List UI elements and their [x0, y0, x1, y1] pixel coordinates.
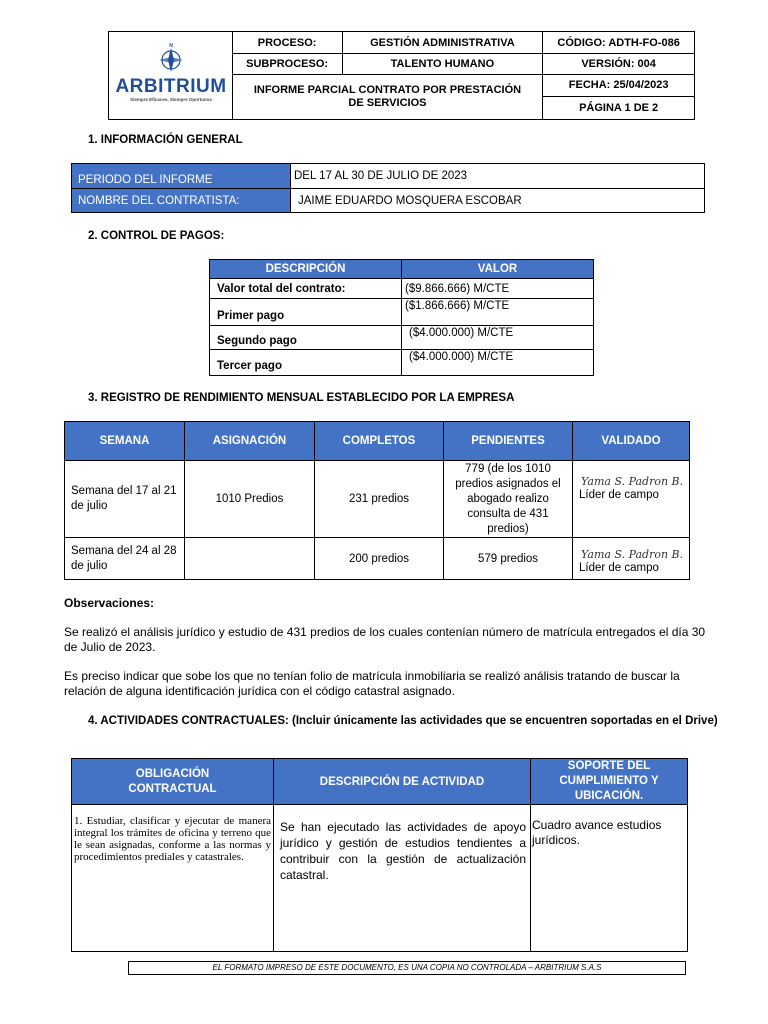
descripcion-cell: Se han ejecutado las actividades de apoyo jurídico y gestión de estudios tendientes a contribuir con la gestión de actualización catastral.	[274, 805, 531, 952]
activities-table	[71, 758, 688, 952]
section-4-title: 4. ACTIVIDADES CONTRACTUALES: (Incluir únicamente las actividades que se encuentren soportadas en el Drive)	[88, 715, 718, 727]
semana-cell: Semana del 24 al 28 de julio	[65, 538, 185, 580]
payment-desc: Segundo pago	[210, 326, 402, 350]
signature-image: Yama S. Padron B.	[581, 548, 684, 561]
payment-valor: ($4.000.000) M/CTE	[402, 326, 594, 350]
observaciones-p2: Es preciso indicar que sobe los que no tenían folio de matrícula inmobiliaria se realizó análisis tratando de buscar la relación de alguna identificación jurídica con el código catastral asignado.	[64, 669, 680, 698]
compass-rose-icon	[151, 42, 191, 76]
act-col-descripcion: DESCRIPCIÓN DE ACTIVIDAD	[274, 759, 531, 805]
fecha: FECHA: 25/04/2023	[543, 75, 694, 97]
section-1-title: 1. INFORMACIÓN GENERAL	[88, 134, 243, 146]
periodo-label: PERIODO DEL INFORME	[72, 164, 291, 189]
perf-col-pendientes: PENDIENTES	[444, 422, 573, 461]
footer-disclaimer: EL FORMATO IMPRESO DE ESTE DOCUMENTO, ES UNA COPIA NO CONTROLADA – ARBITRIUM S.A.S	[128, 961, 686, 975]
logo-text: ARBITRIUM	[115, 76, 227, 97]
subproceso-value: TALENTO HUMANO	[342, 54, 543, 75]
act-col-obligacion: OBLIGACIÓN CONTRACTUAL	[72, 759, 274, 805]
proceso-value: GESTIÓN ADMINISTRATIVA	[342, 32, 543, 54]
contratista-label: NOMBRE DEL CONTRATISTA:	[72, 189, 291, 213]
proceso-label: PROCESO:	[232, 32, 342, 54]
payments-col-desc: DESCRIPCIÓN	[210, 260, 402, 279]
perf-col-completos: COMPLETOS	[315, 422, 444, 461]
perf-col-semana: SEMANA	[65, 422, 185, 461]
perf-col-asignacion: ASIGNACIÓN	[185, 422, 315, 461]
performance-table	[64, 421, 690, 580]
codigo: CÓDIGO: ADTH-FO-086	[543, 32, 695, 54]
pendientes-cell: 579 predios	[444, 538, 573, 580]
section-3-title: 3. REGISTRO DE RENDIMIENTO MENSUAL ESTABLECIDO POR LA EMPRESA	[88, 392, 515, 404]
validado-cell	[573, 538, 690, 580]
compass-letter: N	[169, 43, 173, 49]
payment-valor: ($1.866.666) M/CTE	[402, 299, 594, 326]
payment-desc: Primer pago	[210, 299, 402, 326]
signature-image: Yama S. Padron B.	[581, 475, 684, 488]
version: VERSIÓN: 004	[543, 54, 695, 75]
periodo-value: DEL 17 AL 30 DE JULIO DE 2023	[291, 164, 705, 189]
validado-text: Líder de campo	[579, 562, 659, 574]
validado-text: Líder de campo	[579, 489, 659, 501]
payment-desc: Valor total del contrato:	[210, 279, 402, 299]
table-row	[65, 538, 690, 580]
observaciones-p1: Se realizó el análisis jurídico y estudio de 431 predios de los cuales contenían número de matrícula entregados el día 30 de Julio de 2023.	[64, 625, 706, 654]
general-info-table	[71, 163, 705, 213]
payment-desc: Tercer pago	[210, 350, 402, 376]
asignacion-cell: 1010 Predios	[185, 461, 315, 538]
soporte-cell: Cuadro avance estudios jurídicos.	[531, 805, 688, 952]
payments-table	[209, 259, 594, 376]
document-title: INFORME PARCIAL CONTRATO POR PRESTACIÓN DE SERVICIOS	[232, 75, 543, 120]
act-col-soporte: SOPORTE DEL CUMPLIMIENTO Y UBICACIÓN.	[531, 759, 688, 805]
logo-cell	[109, 32, 233, 120]
asignacion-cell	[185, 538, 315, 580]
perf-col-validado: VALIDADO	[573, 422, 690, 461]
subproceso-label: SUBPROCESO:	[232, 54, 342, 75]
contratista-value: JAIME EDUARDO MOSQUERA ESCOBAR	[291, 189, 705, 213]
section-2-title: 2. CONTROL DE PAGOS:	[88, 230, 225, 242]
pagina: PÁGINA 1 DE 2	[579, 102, 659, 114]
table-row	[72, 805, 688, 952]
payment-valor: ($9.866.666) M/CTE	[402, 279, 594, 299]
completos-cell: 200 predios	[315, 538, 444, 580]
observaciones-title: Observaciones:	[64, 596, 155, 610]
document-header	[108, 31, 695, 120]
logo-tagline: Siempre Eficaces, Siempre Oportunos	[130, 97, 212, 102]
validado-cell	[573, 461, 690, 538]
table-row	[65, 461, 690, 538]
completos-cell: 231 predios	[315, 461, 444, 538]
payments-col-valor: VALOR	[402, 260, 594, 279]
pendientes-cell: 779 (de los 1010 predios asignados el abogado realizo consulta de 431 predios)	[444, 461, 573, 538]
semana-cell: Semana del 17 al 21 de julio	[65, 461, 185, 538]
payment-valor: ($4.000.000) M/CTE	[402, 350, 594, 376]
obligacion-cell: 1. Estudiar, clasificar y ejecutar de manera integral los trámites de oficina y terreno que le sean asignadas, conforme a las normas y procedimientos prediales y catastrales.	[72, 805, 274, 952]
